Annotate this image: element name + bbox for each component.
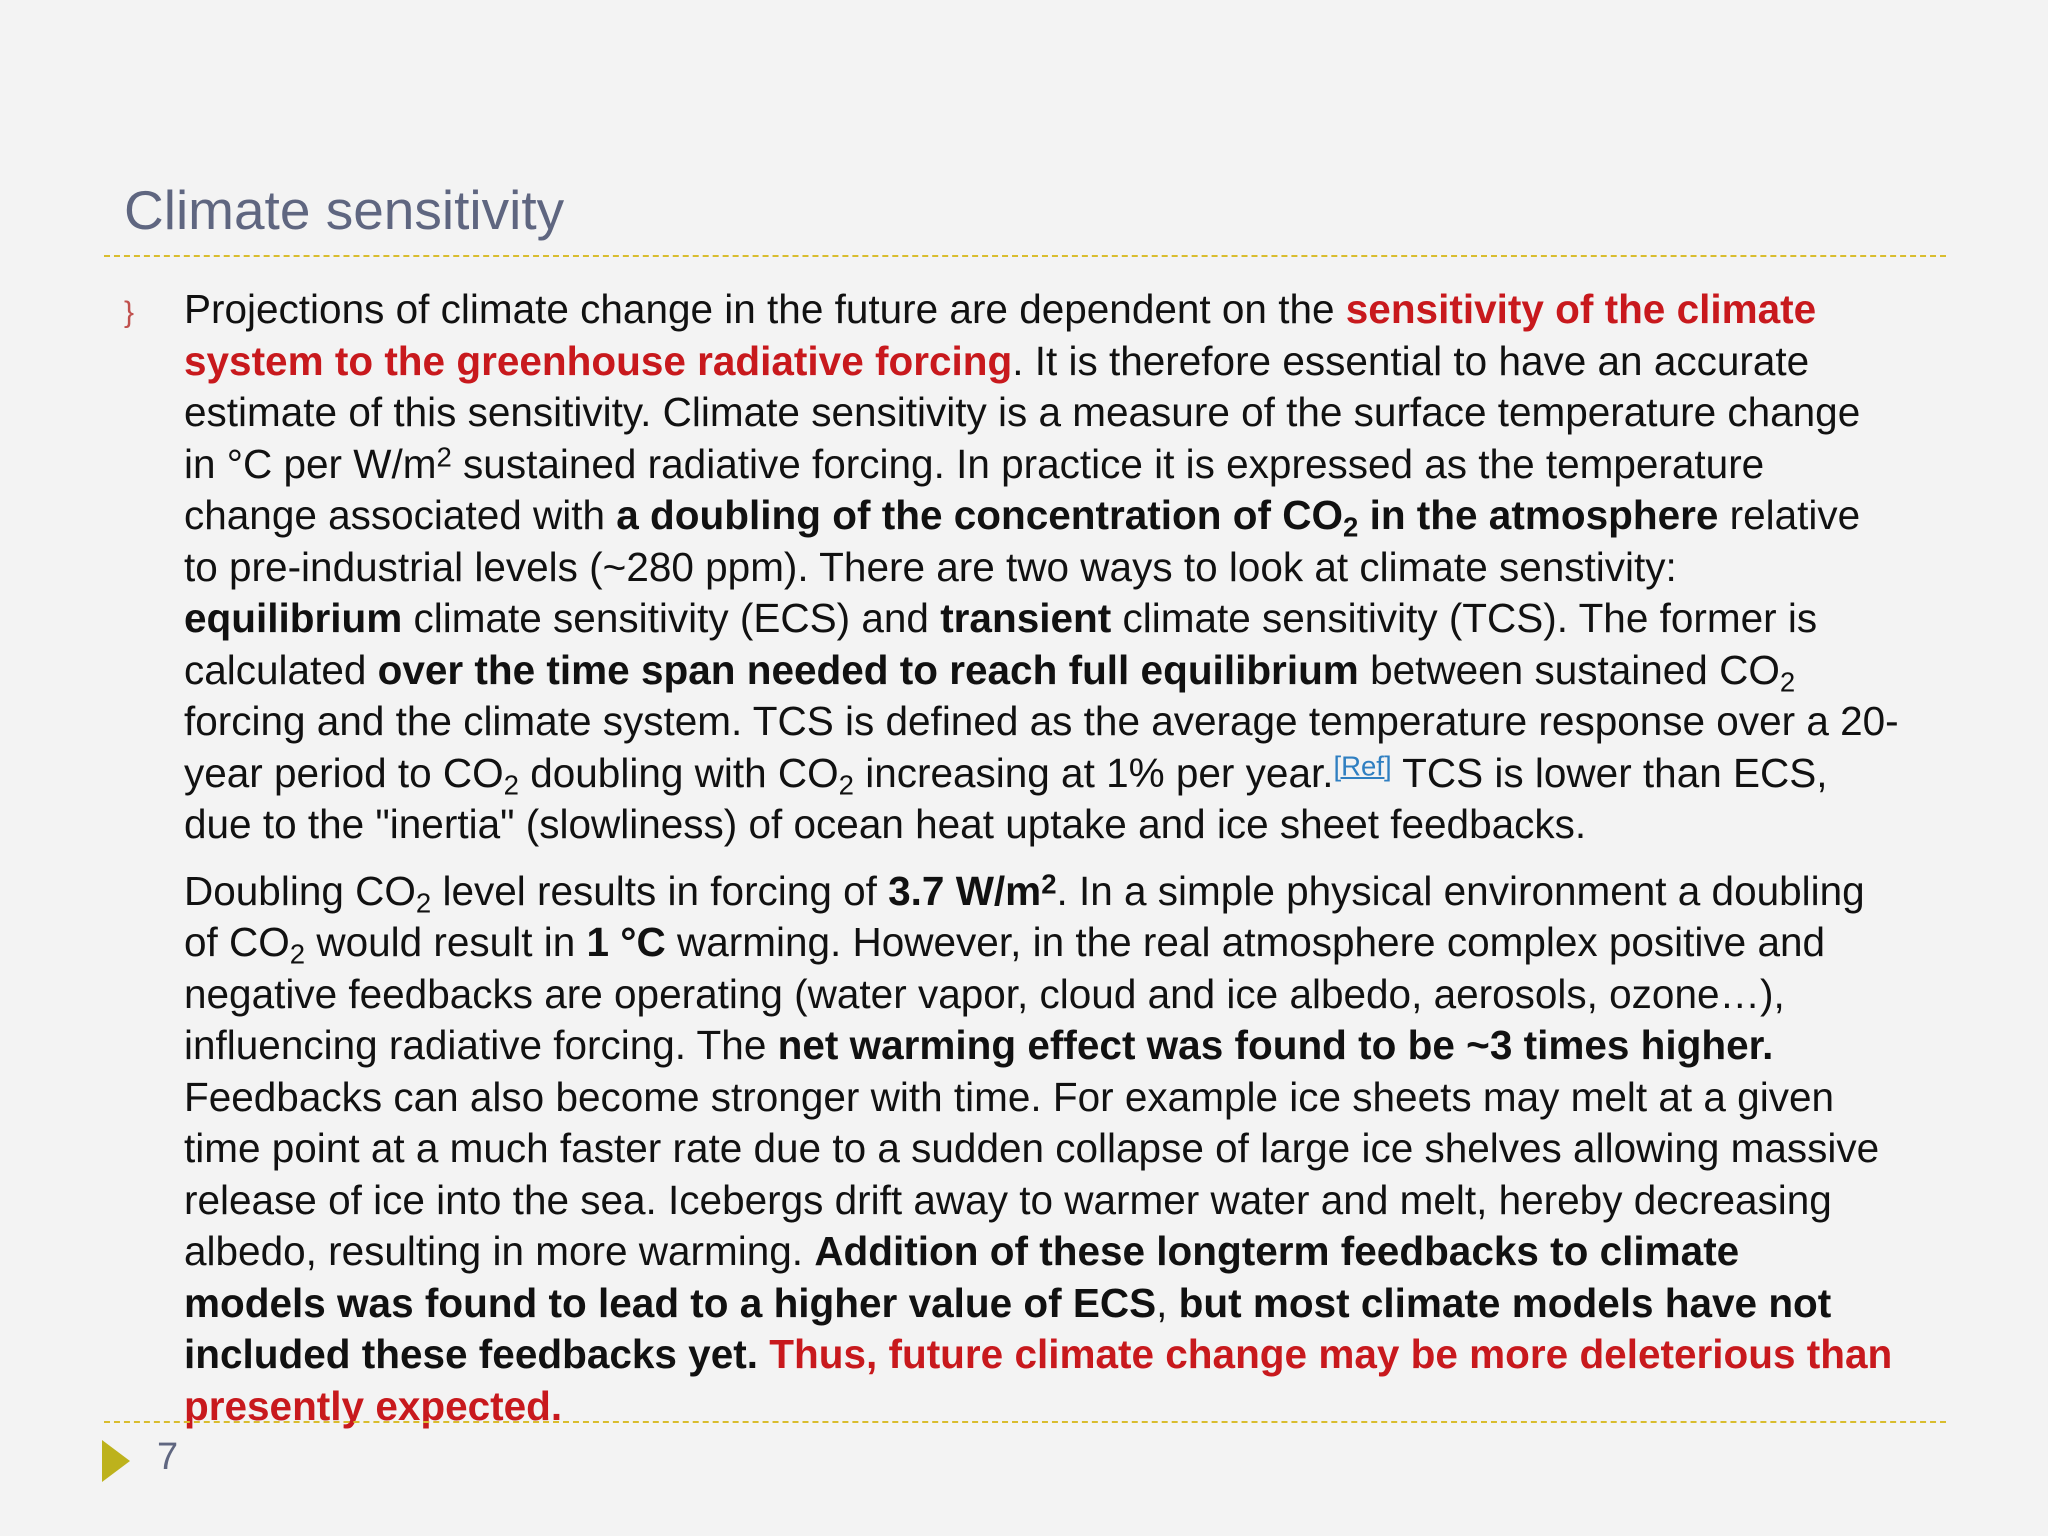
reference-link[interactable]: [Ref] — [1333, 749, 1392, 781]
text-line: models was found to lead to a higher value of ECS, but most climate models have not — [184, 1279, 1832, 1326]
text-line: to pre-industrial levels (~280 ppm). There are two ways to look at climate senstivity: — [184, 543, 1677, 590]
title-divider — [104, 255, 1946, 257]
text-line: in °C per $W/m^2$ sustained radiative forcing. In practice it is expressed as the temperature — [184, 440, 1765, 487]
text-line: included these feedbacks yet. Thus, future climate change may be more deleterious than — [184, 1331, 1893, 1377]
text-line: system to the greenhouse radiative forcing. It is therefore essential to have an accurate — [184, 337, 1810, 384]
text-line: change associated with a doubling of the concentration of $CO_2$ in the atmosphere relative — [184, 492, 1861, 543]
text-line: release of ice into the sea. Icebergs drift away to warmer water and melt, hereby decreasing — [184, 1176, 1832, 1223]
slide-body — [184, 284, 2002, 1432]
text-line: Doubling $CO_2$ level results in forcing of 3.7 $W/m^2$. In a simple physical environment a doubling — [184, 867, 1865, 919]
text-line: influencing radiative forcing. The net warming effect was found to be ~3 times higher. — [184, 1022, 1774, 1068]
footer-divider — [104, 1421, 1946, 1423]
text-line: calculated over the time span needed to reach full equilibrium between sustained $CO_2$ — [184, 646, 1796, 698]
text-line: albedo, resulting in more warming. Addition of these longterm feedbacks to climate — [184, 1228, 1740, 1274]
text-line: time point at a much faster rate due to a sudden collapse of large ice shelves allowing massive — [184, 1125, 1880, 1171]
paragraph-1 — [184, 284, 2002, 851]
play-icon — [102, 1440, 130, 1482]
slide-title: Climate sensitivity — [124, 179, 565, 241]
bullet-icon: } — [124, 296, 135, 329]
text-line: negative feedbacks are operating (water vapor, cloud and ice albedo, aerosols, ozone…), — [184, 970, 1785, 1017]
text-line: presently expected. — [184, 1382, 563, 1429]
text-line: estimate of this sensitivity. Climate sensitivity is a measure of the surface temperature change — [184, 389, 1861, 435]
text-line: due to the "inertia" (slowliness) of ocean heat uptake and ice sheet feedbacks. — [184, 801, 1587, 847]
text-line: equilibrium climate sensitivity (ECS) and transient climate sensitivity (TCS). The former is — [184, 595, 1818, 641]
text-line: Feedbacks can also become stronger with time. For example ice sheets may melt at a given — [184, 1073, 1834, 1120]
page-number: 7 — [157, 1436, 179, 1478]
text-line: Projections of climate change in the future are dependent on the sensitivity of the climate — [184, 286, 1817, 332]
text-line: of $CO_2$ would result in 1 °C warming. However, in the real atmosphere complex positive and — [184, 919, 1826, 970]
text-line: year period to $CO_2$ doubling with $CO_2$ increasing at 1% per year.[Ref] TCS is lower than ECS, — [184, 749, 1828, 801]
paragraph-2 — [184, 866, 2002, 1433]
text-line: forcing and the climate system. TCS is defined as the average temperature response over a 20- — [184, 698, 1899, 744]
